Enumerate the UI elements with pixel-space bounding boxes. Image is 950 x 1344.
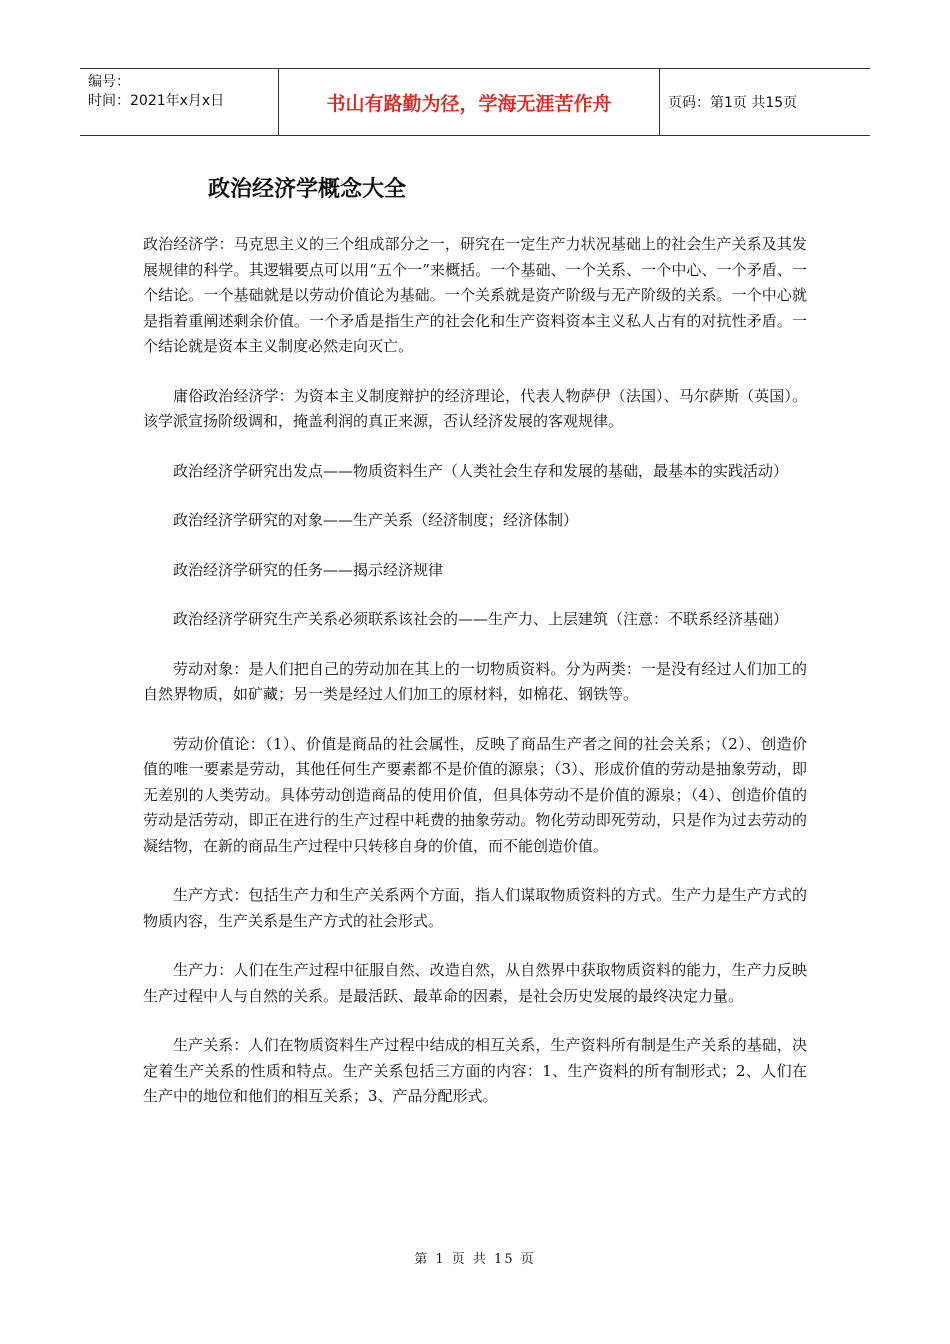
paragraph: 政治经济学研究的任务——揭示经济规律 — [173, 560, 444, 579]
time-label: 时间：2021年x月x日 — [88, 93, 225, 109]
header-page-info: 页码：第1页 共15页 — [668, 95, 798, 111]
document-title: 政治经济学概念大全 — [208, 177, 407, 202]
paragraph: 庸俗政治经济学：为资本主义制度辩护的经济理论，代表人物萨伊（法国）、马尔萨斯（英国）。该学派宣扬阶级调和，掩盖利润的真正来源，否认经济发展的客观规律。 — [143, 386, 807, 430]
header-motto: 书山有路勤为径，学海无涯苦作舟 — [279, 69, 660, 135]
document-body — [143, 232, 807, 1134]
paragraph: 生产力：人们在生产过程中征服自然、改造自然，从自然界中获取物质资料的能力，生产力反映生产过程中人与自然的关系。是最活跃、最革命的因素，是社会历史发展的最终决定力量。 — [143, 961, 807, 1005]
paragraph: 政治经济学研究的对象——生产关系（经济制度；经济体制） — [173, 511, 579, 529]
paragraph: 劳动对象：是人们把自己的劳动加在其上的一切物质资料。分为两类：一是没有经过人们加工的自然界物质，如矿藏；另一类是经过人们加工的原材料，如棉花、钢铁等。 — [143, 659, 807, 703]
paragraph: 政治经济学研究生产关系必须联系该社会的——生产力、上层建筑（注意：不联系经济基础） — [173, 610, 789, 628]
paragraph: 政治经济学：马克思主义的三个组成部分之一，研究在一定生产力状况基础上的社会生产关系及其发展规律的科学。其逻辑要点可以用“五个一”来概括。一个基础、一个关系、一个中心、一个矛盾、一个结论。一个基础就是以劳动价值论为基础。一个关系就是资产阶级与无产阶级的关系。一个中心就是指着重阐述剩余价值。一个矛盾是指生产的社会化和生产资料资本主义私人占有的对抗性矛盾。一个结论就是资本主义制度必然走向灭亡。 — [143, 235, 807, 355]
paragraph: 政治经济学研究出发点——物质资料生产（人类社会生存和发展的基础，最基本的实践活动） — [173, 461, 789, 480]
paragraph: 生产关系：人们在物质资料生产过程中结成的相互关系，生产资料所有制是生产关系的基础，决定着生产关系的性质和特点。生产关系包括三方面的内容：1、生产资料的所有制形式；2、人们在生产中的地位和他们的相互关系；3、产品分配形式。 — [143, 1036, 807, 1105]
serial-label: 编号： — [88, 74, 130, 90]
page-footer: 第 1 页 共 15 页 — [414, 1252, 536, 1267]
paragraph: 生产方式：包括生产力和生产关系两个方面，指人们谋取物质资料的方式。生产力是生产方式的物质内容，生产关系是生产方式的社会形式。 — [143, 886, 807, 930]
page-header — [80, 68, 870, 136]
header-meta — [80, 69, 279, 135]
paragraph: 劳动价值论：（1）、价值是商品的社会属性，反映了商品生产者之间的社会关系；（2）、创造价值的唯一要素是劳动，其他任何生产要素都不是价值的源泉；（3）、形成价值的劳动是抽象劳动，即无差别的人类劳动。具体劳动创造商品的使用价值，但具体劳动不是价值的源泉；（4）、创造价值的劳动是活劳动，即正在进行的生产过程中耗费的抽象劳动。物化劳动即死劳动，只是作为过去劳动的凝结物，在新的商品生产过程中只转移自身的价值，而不能创造价值。 — [143, 734, 807, 855]
